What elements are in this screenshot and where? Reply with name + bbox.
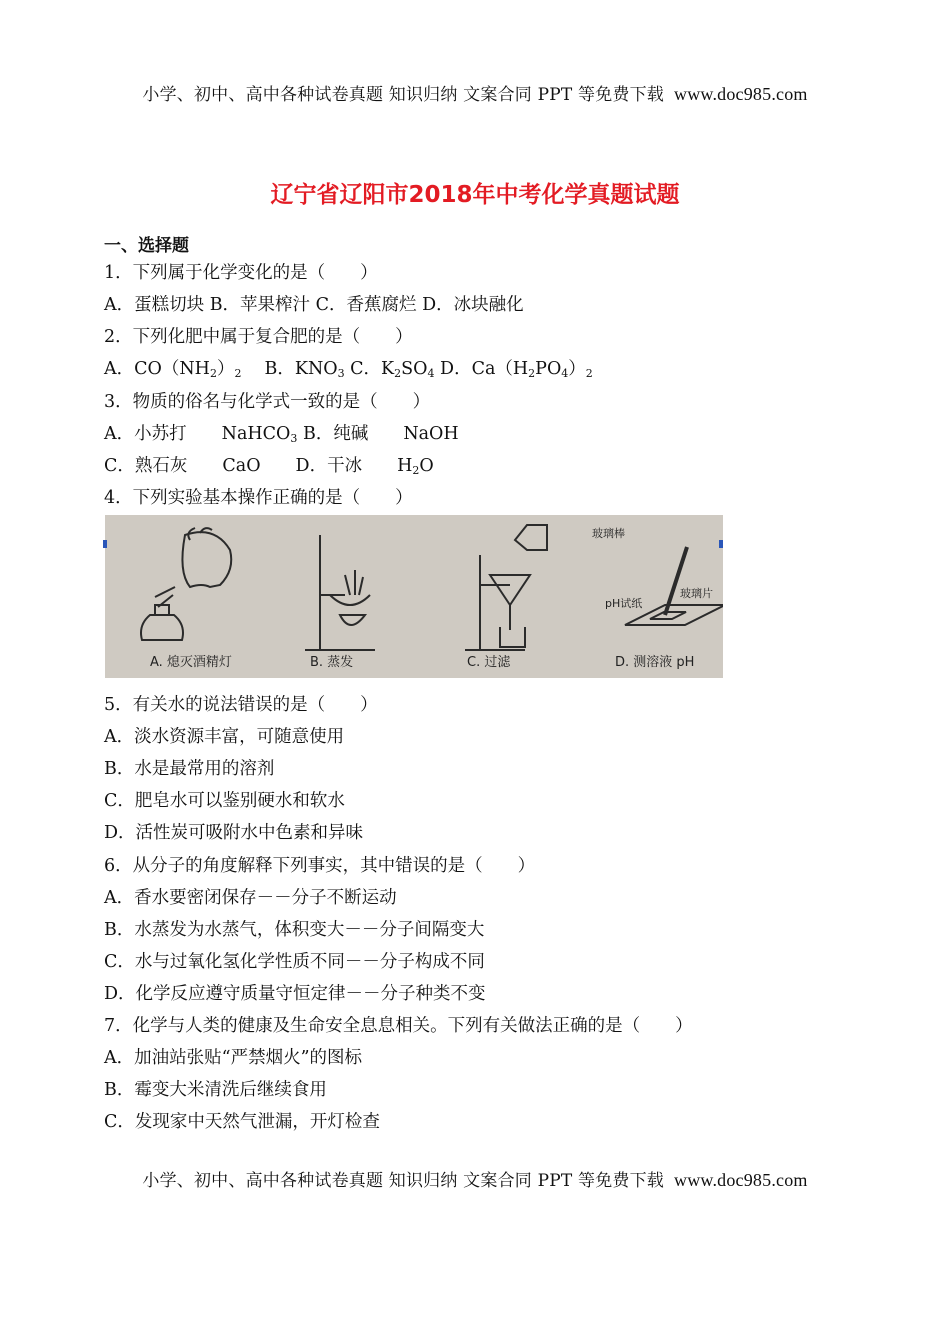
caption-a: A. 熄灭酒精灯 bbox=[150, 655, 232, 670]
q4-stem: 4．下列实验基本操作正确的是（ ） bbox=[104, 488, 413, 508]
label-ph-paper: pH试纸 bbox=[605, 597, 643, 610]
q3-options-row1: A．小苏打 NaHCO$_3$ B．纯碱 NaOH bbox=[104, 424, 459, 445]
label-glass-plate: 玻璃片 bbox=[680, 587, 713, 600]
q6-option-a: A．香水要密闭保存－－分子不断运动 bbox=[104, 888, 397, 908]
caption-b: B. 蒸发 bbox=[310, 655, 354, 670]
resize-handle-left[interactable] bbox=[103, 540, 107, 548]
header-text: 小学、初中、高中各种试卷真题 知识归纳 文案合同 PPT 等免费下载 bbox=[142, 85, 665, 105]
q5-option-c: C．肥皂水可以鉴别硬水和软水 bbox=[104, 791, 345, 811]
q5-option-d: D．活性炭可吸附水中色素和异味 bbox=[104, 823, 364, 843]
evaporating-dish-icon bbox=[330, 570, 370, 605]
caption-d: D. 测溶液 pH bbox=[615, 655, 695, 670]
funnel-stand-icon bbox=[465, 555, 525, 650]
q6-option-d: D．化学反应遵守质量守恒定律－－分子种类不变 bbox=[104, 984, 486, 1004]
funnel-icon bbox=[490, 575, 530, 630]
q5-option-b: B．水是最常用的溶剂 bbox=[104, 759, 275, 779]
q6-stem: 6．从分子的角度解释下列事实，其中错误的是（ ） bbox=[104, 856, 536, 876]
q6-option-c: C．水与过氧化氢化学性质不同－－分子构成不同 bbox=[104, 952, 485, 972]
q7-option-b: B．霉变大米清洗后继续食用 bbox=[104, 1080, 327, 1100]
q6-option-b: B．水蒸发为水蒸气，体积变大－－分子间隔变大 bbox=[104, 920, 485, 940]
header-url[interactable]: www.doc985.com bbox=[674, 84, 808, 104]
q3-stem: 3．物质的俗名与化学式一致的是（ ） bbox=[104, 392, 431, 412]
q2-stem: 2．下列化肥中属于复合肥的是（ ） bbox=[104, 327, 413, 347]
label-glass-rod: 玻璃棒 bbox=[592, 527, 625, 540]
ph-paper-icon bbox=[650, 612, 686, 619]
q1-stem: 1．下列属于化学变化的是（ ） bbox=[104, 263, 378, 283]
q3-options-row2: C．熟石灰 CaO D．干冰 $H_2O$ bbox=[104, 456, 434, 477]
q2-options: A．$CO(NH_2)_2$ B．$KNO_3$ C．$K_2SO_4$ D．$Ca(H_2PO_4)_2$ bbox=[104, 359, 593, 380]
head-icon bbox=[182, 532, 231, 587]
page-title: 辽宁省辽阳市2018年中考化学真题试题 bbox=[270, 182, 680, 208]
footer-text: 小学、初中、高中各种试卷真题 知识归纳 文案合同 PPT 等免费下载 bbox=[142, 1171, 665, 1191]
q1-options: A．蛋糕切块 B．苹果榨汁 C．香蕉腐烂 D．冰块融化 bbox=[104, 295, 524, 315]
page-header bbox=[0, 80, 950, 105]
page-footer bbox=[0, 1166, 950, 1191]
q5-stem: 5．有关水的说法错误的是（ ） bbox=[104, 695, 378, 715]
beaker-icon bbox=[500, 627, 525, 647]
q7-option-a: A．加油站张贴“严禁烟火”的图标 bbox=[104, 1048, 363, 1068]
alcohol-lamp-icon bbox=[141, 605, 183, 640]
iron-stand-icon bbox=[305, 535, 375, 650]
footer-url[interactable]: www.doc985.com bbox=[674, 1170, 808, 1190]
q5-option-a: A．淡水资源丰富，可随意使用 bbox=[104, 727, 345, 747]
resize-handle-right[interactable] bbox=[719, 540, 723, 548]
section-heading: 一、选择题 bbox=[104, 236, 189, 256]
caption-c: C. 过滤 bbox=[467, 655, 511, 670]
q7-stem: 7．化学与人类的健康及生命安全息息相关。下列有关做法正确的是（ ） bbox=[104, 1016, 693, 1036]
q4-figure bbox=[105, 515, 723, 678]
q7-option-c: C．发现家中天然气泄漏，开灯检查 bbox=[104, 1112, 380, 1132]
